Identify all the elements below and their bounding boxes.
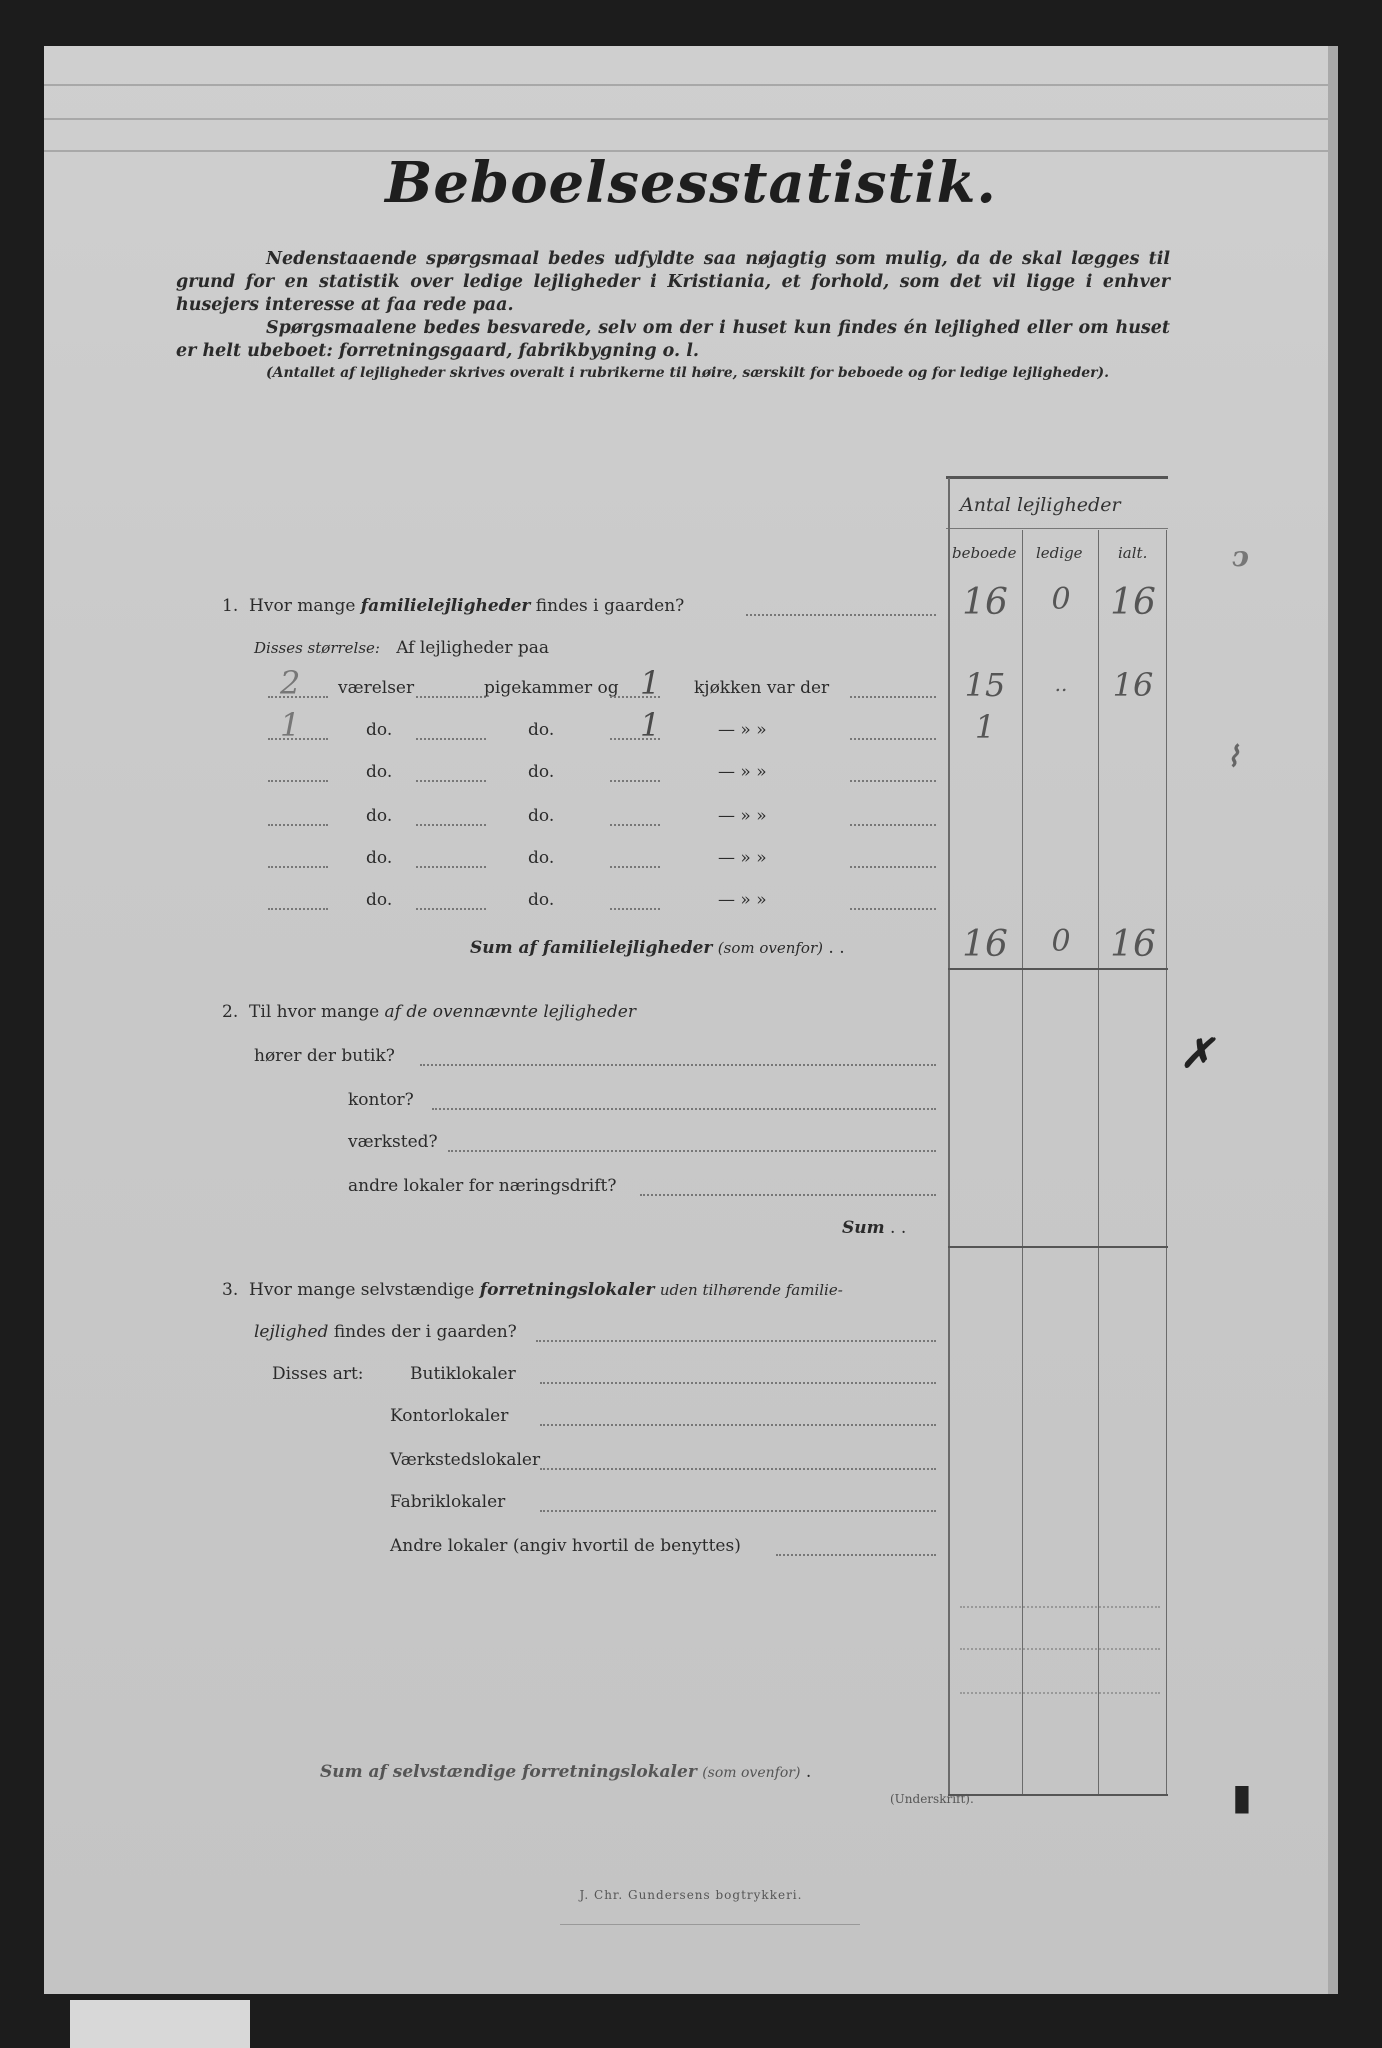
- grid-vline: [1166, 530, 1167, 1794]
- q1-sum-ialt-value[interactable]: 16: [1110, 924, 1156, 965]
- q1-ialt-value[interactable]: 16: [1110, 582, 1156, 623]
- leader-dots: [540, 1468, 936, 1470]
- q2-sum: Sum . .: [842, 1218, 907, 1238]
- leader-dots: [432, 1108, 936, 1110]
- margin-mark: ▮: [1232, 1776, 1252, 1818]
- grid-rule: [948, 968, 1168, 970]
- leader-dots: [850, 824, 936, 826]
- pigekammer-label: do.: [528, 848, 555, 868]
- leader-dots: [416, 696, 486, 698]
- pigekammer-label: do.: [528, 762, 555, 782]
- q3-item-label: Fabriklokaler: [390, 1492, 506, 1512]
- q1-sum-label: Sum af familielejligheder (som ovenfor) . .: [470, 938, 845, 958]
- pigekammer-label: do.: [528, 890, 555, 910]
- q3-post: uden tilhørende familie-: [659, 1281, 843, 1299]
- q1-text: [222, 596, 684, 616]
- row-beboede-value[interactable]: 1: [974, 708, 996, 746]
- q1-post: findes i gaarden?: [535, 596, 685, 616]
- top-rule: [44, 118, 1328, 120]
- kjokken-value[interactable]: 1: [640, 706, 661, 744]
- col-ledige: ledige: [1036, 544, 1083, 562]
- q3-line2: [254, 1322, 517, 1342]
- q1-sum-emph: Sum af familielejligheder: [470, 938, 713, 958]
- leader-dots: [850, 738, 936, 740]
- leader-dots: [540, 1510, 936, 1512]
- q3-sum-label: Sum af selvstændige forretningslokaler (som ovenfor) .: [320, 1762, 812, 1782]
- q1-emph: familielejligheder: [360, 596, 531, 616]
- leader-dots: [416, 866, 486, 868]
- instructions-p1: Nedenstaaende spørgsmaal bedes udfyldte saa nøjagtig som mulig, da de skal lægges til grund for en statistik over ledige lejligheder i Kristiania, et forhold, som det vil ligge i enhver husejers interesse at faa rede paa.: [176, 249, 1170, 315]
- grid-top-rule: [946, 476, 1168, 479]
- leader-dots: [960, 1648, 1160, 1650]
- vaerelser-label: do.: [366, 806, 393, 826]
- q2-kontor: kontor?: [348, 1090, 414, 1110]
- pigekammer-label: do.: [528, 720, 555, 740]
- q2-pre: Til hvor mange: [249, 1002, 380, 1022]
- size-label-line: [254, 638, 549, 658]
- leader-dots: [268, 866, 328, 868]
- q3-item-label: Butiklokaler: [410, 1364, 516, 1384]
- q3-number: 3.: [222, 1280, 239, 1300]
- instructions-p3: (Antallet af lejligheder skrives overalt i rubrikerne til høire, særskilt for beboede og for ledige lejligheder).: [266, 365, 1110, 381]
- margin-mark: ✗: [1180, 1030, 1214, 1077]
- q2-butik: hører der butik?: [254, 1046, 395, 1066]
- q3-sum-emph: Sum af selvstændige forretningslokaler: [320, 1762, 697, 1782]
- vaerelser-value[interactable]: 2: [280, 664, 301, 702]
- q1-sum-ledige-value[interactable]: 0: [1051, 924, 1071, 959]
- q1-pre: Hvor mange: [249, 596, 356, 616]
- grid-vline: [1098, 530, 1099, 1794]
- q3-line2-emph: lejlighed: [254, 1322, 329, 1342]
- signature-label: (Underskrift).: [890, 1792, 974, 1806]
- page-title: Beboelsesstatistik.: [385, 150, 997, 216]
- instructions-p2: Spørgsmaalene bedes besvarede, selv om der i huset kun findes én lejlighed eller om huset er helt ubeboet: forretningsgaard, fabrikbygning o. l.: [176, 318, 1170, 361]
- leader-dots: [610, 780, 660, 782]
- q2-vaerksted: værksted?: [348, 1132, 438, 1152]
- vaerelser-value[interactable]: 1: [280, 706, 301, 744]
- pigekammer-label: pigekammer og: [484, 678, 619, 698]
- kjokken-label: — » »: [718, 762, 767, 782]
- top-rule: [44, 84, 1328, 86]
- vaerelser-label: do.: [366, 720, 393, 740]
- col-ialt: ialt.: [1118, 544, 1148, 562]
- q2-andre: andre lokaler for næringsdrift?: [348, 1176, 617, 1196]
- kjokken-value[interactable]: 1: [640, 664, 661, 702]
- leader-dots: [420, 1064, 936, 1066]
- margin-mark: ↄ: [1232, 540, 1250, 573]
- leader-dots: [610, 908, 660, 910]
- leader-dots: [536, 1340, 936, 1342]
- leader-dots: [268, 780, 328, 782]
- kjokken-label: — » »: [718, 806, 767, 826]
- leader-dots: [850, 908, 936, 910]
- q3-text: [222, 1280, 843, 1300]
- q2-number: 2.: [222, 1002, 239, 1022]
- leader-dots: [268, 824, 328, 826]
- leader-dots: [850, 866, 936, 868]
- size-label: Disses størrelse:: [254, 639, 380, 657]
- leader-dots: [610, 824, 660, 826]
- printer-rule: [560, 1924, 860, 1925]
- kjokken-label: — » »: [718, 890, 767, 910]
- q3-item-label: Værkstedslokaler: [390, 1450, 541, 1470]
- q1-number: 1.: [222, 596, 239, 616]
- leader-dots: [540, 1424, 936, 1426]
- row-ledige-value[interactable]: ..: [1054, 672, 1068, 696]
- q3-sum-post: (som ovenfor): [702, 1765, 801, 1781]
- vaerelser-label: do.: [366, 762, 393, 782]
- q1-beboede-value[interactable]: 16: [962, 582, 1008, 623]
- photo-corner: [70, 2000, 250, 2048]
- q1-sum-beboede-value[interactable]: 16: [962, 924, 1008, 965]
- q1-ledige-value[interactable]: 0: [1051, 582, 1071, 617]
- instructions: [176, 248, 1170, 383]
- leader-dots: [416, 824, 486, 826]
- vaerelser-label: do.: [366, 848, 393, 868]
- leader-dots: [850, 696, 936, 698]
- kjokken-label: — » »: [718, 848, 767, 868]
- kjokken-label: kjøkken var der: [694, 678, 830, 698]
- leader-dots: [416, 738, 486, 740]
- q3-item-label: Andre lokaler (angiv hvortil de benyttes): [390, 1536, 741, 1556]
- leader-dots: [268, 908, 328, 910]
- q2-text: [222, 1002, 636, 1022]
- leader-dots: [960, 1606, 1160, 1608]
- col-beboede: beboede: [952, 544, 1017, 562]
- leader-dots: [746, 614, 936, 616]
- leader-dots: [640, 1194, 936, 1196]
- kjokken-label: — » »: [718, 720, 767, 740]
- col-group-header: Antal lejligheder: [960, 494, 1121, 516]
- leader-dots: [540, 1382, 936, 1384]
- grid-rule: [946, 528, 1168, 529]
- q1-sum-post: (som ovenfor): [717, 939, 823, 957]
- q3-emph: forretningslokaler: [479, 1280, 655, 1300]
- q2-emph: af de ovennævnte lejligheder: [384, 1002, 636, 1022]
- margin-mark: ⌇: [1226, 740, 1240, 773]
- grid-rule: [948, 1794, 1168, 1796]
- row-ialt-value[interactable]: 16: [1112, 666, 1154, 704]
- vaerelser-label: værelser: [338, 678, 415, 698]
- leader-dots: [776, 1554, 936, 1556]
- leader-dots: [448, 1150, 936, 1152]
- leader-dots: [416, 780, 486, 782]
- leader-dots: [960, 1692, 1160, 1694]
- q3-art-label: Disses art:: [272, 1364, 364, 1384]
- pigekammer-label: do.: [528, 806, 555, 826]
- leader-dots: [416, 908, 486, 910]
- size-intro: Af lejligheder paa: [396, 638, 550, 658]
- q3-line2-text: findes der i gaarden?: [333, 1322, 517, 1342]
- row-beboede-value[interactable]: 15: [964, 666, 1006, 704]
- vaerelser-label: do.: [366, 890, 393, 910]
- leader-dots: [610, 866, 660, 868]
- q3-item-label: Kontorlokaler: [390, 1406, 509, 1426]
- grid-vline: [1022, 530, 1023, 1794]
- grid-rule: [948, 1246, 1168, 1248]
- leader-dots: [850, 780, 936, 782]
- q2-sum-label: Sum: [842, 1218, 885, 1238]
- printer-credit: J. Chr. Gundersens bogtrykkeri.: [579, 1888, 803, 1902]
- q3-pre: Hvor mange selvstændige: [249, 1280, 475, 1300]
